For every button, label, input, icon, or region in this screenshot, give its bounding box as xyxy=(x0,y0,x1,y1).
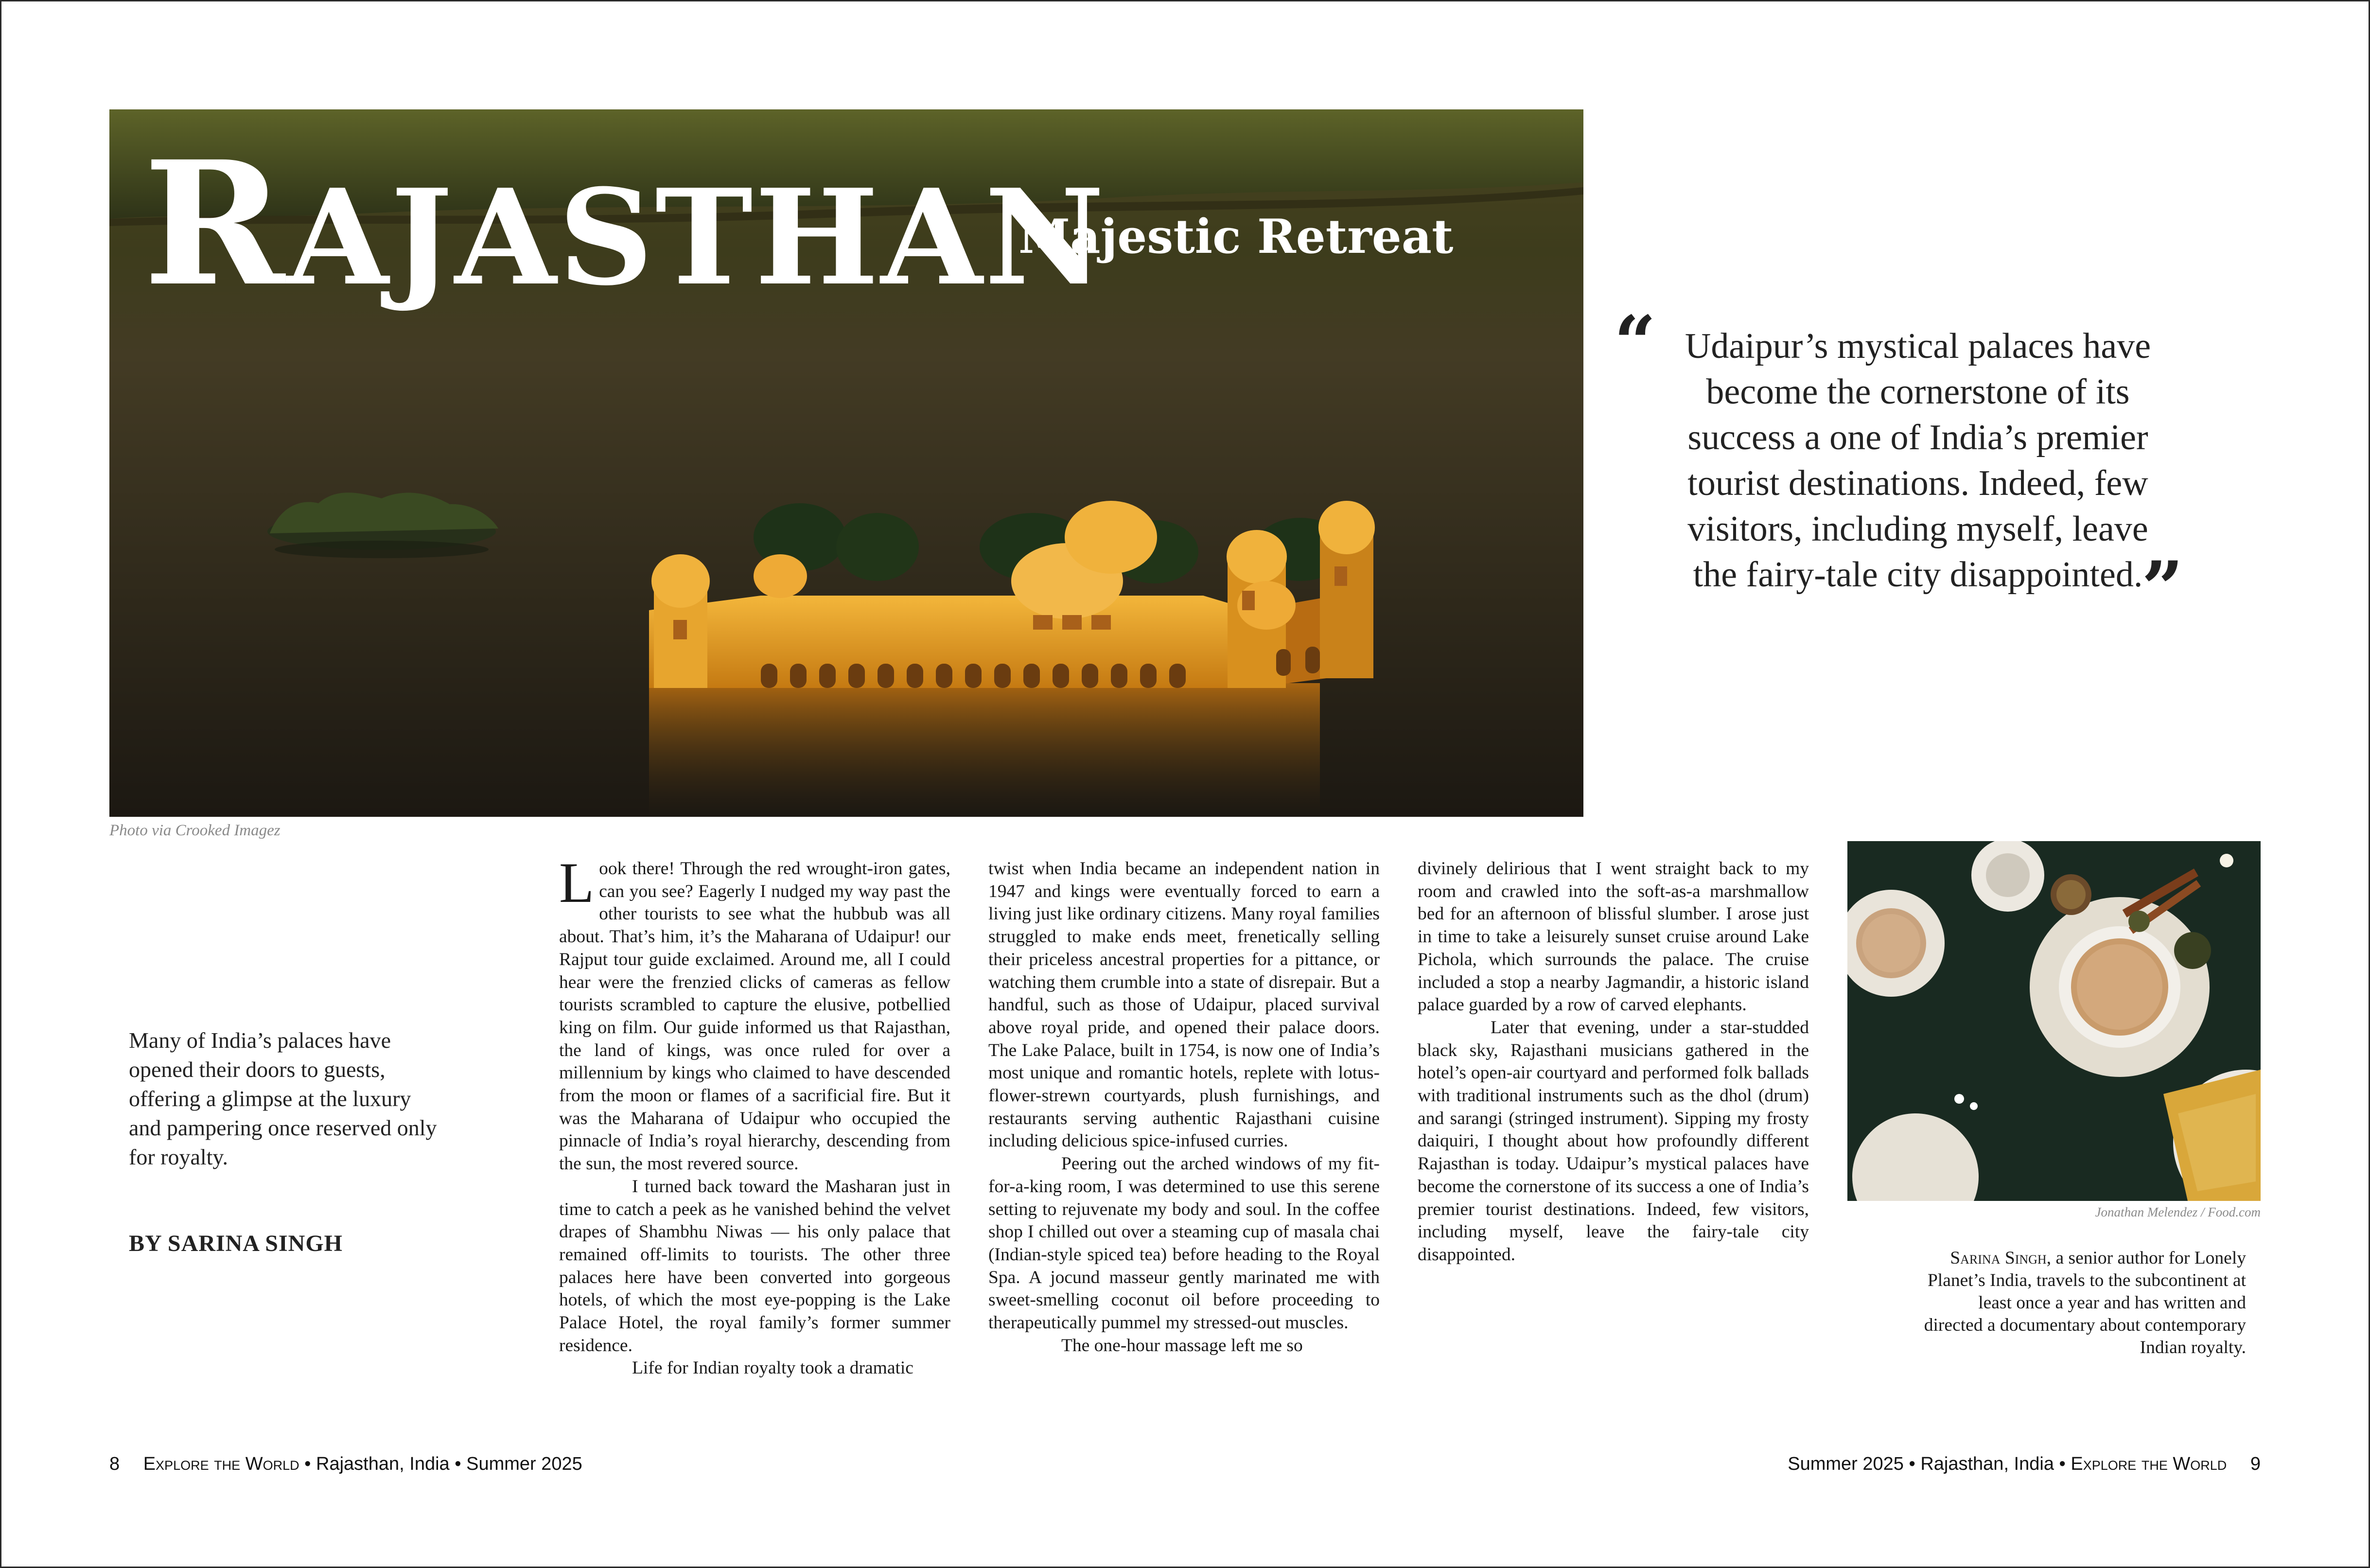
masala-chai-illustration xyxy=(1847,841,2261,1201)
hero-title xyxy=(143,123,1106,324)
pull-quote xyxy=(1614,323,2222,598)
body-text: ook there! Through the red wrought-iron gates, can you see? Eagerly I nudged my way past the other tourists to see what the hubbub was all about. That’s him, it’s the Maharana of Udaipur! our Rajput tour guide exclaimed. Around me, all I could hear were the frenzied clicks of cameras as fellow tourists scrambled to capture the elusive, potbellied king on film. Our guide informed us that Rajasthan, the land of kings, was once ruled for over a millennium by kings who claimed to have descended from the moon or flames of a sacrificial fire. But it was the Maharana of Udaipur who occupied the pinnacle of India’s royal hierarchy, descending from the sun, the most revered source. xyxy=(559,859,950,1174)
footer-left xyxy=(109,1454,582,1475)
body-paragraph: Peering out the arched windows of my fit-for-a-king room, I was determined to use this serene setting to rejuvenate my body and soul. In the coffee shop I chilled out over a steaming cup of masala chai (Indian-style spiced tea) before heading to the Royal Spa. A jocund masseur gently marinated me with sweet-smelling coconut oil before proceeding to therapeutically pummel my stressed-out muscles. xyxy=(988,1154,1380,1333)
open-quote-mark: “ xyxy=(1614,300,1656,386)
body-paragraph: twist when India became an independent nation in 1947 and kings were eventually forced to earn a living just like ordinary citizens. Many royal families struggled to make ends meet, frenetically selling their priceless ancestral properties for a pittance, or watching them crumble into a state of disrepair. But a handful, such as those of Udaipur, placed survival above royal pride, and opened their palace doors. The Lake Palace, built in 1754, is now one of India’s most unique and romantic hotels, replete with lotus-flower-strewn courtyards, plush furnishings, and restaurants serving authentic Rajasthani cuisine including delicious spice-infused curries. xyxy=(988,859,1380,1151)
author-bio xyxy=(1920,1247,2246,1359)
author-bio-text: , a senior author for Lonely Planet’s India, travels to the subcontinent at least once a year and has written and directed a documentary about contemporary Indian royalty. xyxy=(1924,1248,2246,1357)
body-paragraph: Later that evening, under a star-studded black sky, Rajasthani musicians gathered in the hotel’s open-air courtyard and performed folk ballads with traditional instruments such as the dhol (drum) and sarangi (stringed instrument). Sipping my frosty daiquiri, I thought about how profoundly different Rajasthan is today. Udaipur’s mystical palaces have become the cornerstone of its success a one of India’s premier tourist destinations. Indeed, few visitors, including myself, leave the fairy-tale city disappointed. xyxy=(1418,1017,1809,1265)
body-paragraph: divinely delirious that I went straight back to my room and crawled into the soft-as-a marshmallow bed for an afternoon of blissful slumber. I arose just in time to take a leisurely sunset cruise around Lake Pichola, which surrounds the palace. The cruise included a stop a nearby Jagmandir, a historic island palace guarded by a row of carved elephants. xyxy=(1418,859,1809,1015)
hero-photo-credit: Photo via Crooked Imagez xyxy=(109,822,281,839)
pull-quote-line: success a one of India’s premier xyxy=(1687,418,2148,458)
footer-right xyxy=(1788,1454,2261,1475)
footer-magazine: Explore the World xyxy=(2071,1454,2227,1474)
body-column-1 xyxy=(559,851,950,1380)
body-paragraph: Life for Indian royalty took a dramatic xyxy=(632,1358,913,1378)
footer-issue: Summer 2025 xyxy=(466,1454,582,1474)
footer-separator: • xyxy=(2059,1454,2066,1474)
hero-photo xyxy=(109,109,1583,817)
body-paragraph: I turned back toward the Masharan just in time to catch a peek as he vanished behind the velvet drapes of Shambhu Niwas — his only palace that remained off-limits to tourists. The other three palaces here have been converted into gorgeous hotels, of which the most eye-popping is the Lake Palace Hotel, the royal family’s former summer residence. xyxy=(559,1176,950,1356)
footer-separator: • xyxy=(455,1454,461,1474)
footer-magazine: Explore the World xyxy=(143,1454,299,1474)
footer-location: Rajasthan, India xyxy=(1920,1454,2054,1474)
pull-quote-line: Udaipur’s mystical palaces have xyxy=(1685,326,2151,366)
body-paragraph: The one-hour massage left me so xyxy=(1061,1335,1303,1356)
body-paragraph xyxy=(559,851,950,1176)
hero-title-rest: AJASTHAN xyxy=(286,160,1106,315)
footer-issue: Summer 2025 xyxy=(1788,1454,1904,1474)
footer-separator: • xyxy=(1909,1454,1915,1474)
body-column-2 xyxy=(988,858,1380,1357)
page-number-right: 9 xyxy=(2250,1454,2261,1474)
pull-quote-line: tourist destinations. Indeed, few xyxy=(1687,463,2148,503)
intro-deck: Many of India’s palaces have opened their doors to guests, offering a glimpse at the luxury and pampering once reserved only for royalty. xyxy=(129,1028,437,1169)
tea-photo xyxy=(1847,841,2261,1201)
hero-subtitle: Majestic Retreat xyxy=(1018,209,1454,264)
page-number-left: 8 xyxy=(109,1454,120,1474)
author-name: Sarina Singh xyxy=(1950,1248,2047,1268)
close-quote-mark: ” xyxy=(2142,546,2184,631)
pull-quote-line: visitors, including myself, leave xyxy=(1687,509,2148,549)
pull-quote-line: the fairy-tale city disappointed. xyxy=(1693,555,2143,595)
footer-separator: • xyxy=(304,1454,311,1474)
body-column-3 xyxy=(1418,858,1809,1267)
hero-title-initial: R xyxy=(143,123,287,324)
pull-quote-line: become the cornerstone of its xyxy=(1706,372,2130,412)
tea-photo-credit: Jonathan Melendez / Food.com xyxy=(2095,1205,2261,1219)
drop-cap: L xyxy=(559,851,595,915)
byline: BY SARINA SINGH xyxy=(129,1231,343,1256)
footer-location: Rajasthan, India xyxy=(316,1454,450,1474)
